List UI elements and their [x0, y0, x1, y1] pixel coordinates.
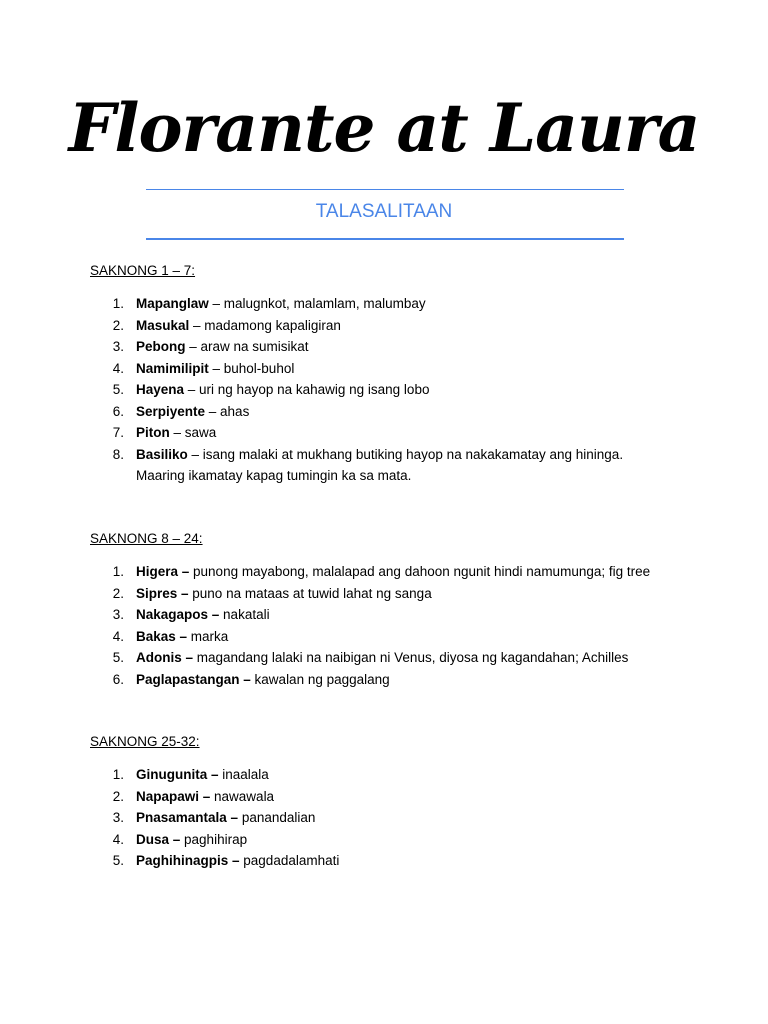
definition: marka — [187, 628, 229, 644]
term: Piton — [136, 425, 170, 440]
term: Napapawi – — [136, 788, 211, 804]
item-number: 8. — [112, 446, 124, 462]
definition-continuation: Maaring ikamatay kapag tumingin ka sa mata. — [136, 468, 412, 483]
definition: – ahas — [205, 403, 250, 419]
definition: inaalala — [218, 767, 269, 782]
list-item — [90, 604, 730, 626]
section-heading: SAKNONG 25-32: — [90, 734, 200, 749]
list-item — [90, 401, 730, 423]
definition: pagdadalamhati — [239, 853, 340, 868]
list-item — [90, 561, 730, 583]
list-item — [90, 786, 730, 808]
definition: kawalan ng paggalang — [250, 671, 390, 687]
item-number: 2. — [112, 788, 124, 804]
definition: – buhol-buhol — [208, 360, 295, 376]
term: Namimilipit — [136, 360, 209, 376]
term: Paghihinagpis – — [136, 853, 240, 868]
item-number: 1. — [112, 296, 124, 311]
definition: magandang lalaki na naibigan ni Venus, diyosa ng kagandahan; Achilles — [193, 650, 629, 665]
item-number: 3. — [112, 607, 124, 622]
definition: – malugnkot, malamlam, malumbay — [208, 296, 426, 311]
definition: puno na mataas at tuwid lahat ng sanga — [188, 585, 432, 601]
term-list — [90, 561, 730, 690]
list-item — [90, 850, 730, 872]
term: Ginugunita – — [136, 767, 219, 782]
term: Pnasamantala – — [136, 810, 239, 825]
term-list — [90, 764, 730, 872]
term-list — [90, 293, 730, 487]
item-number: 4. — [112, 628, 124, 644]
list-item — [90, 807, 730, 829]
term: Adonis – — [136, 650, 194, 665]
definition: – uri ng hayop na kahawig ng isang lobo — [184, 382, 430, 397]
definition: paghihirap — [180, 831, 248, 847]
definition: – sawa — [169, 425, 217, 440]
term: Higera – — [136, 564, 190, 579]
item-number: 5. — [112, 382, 124, 397]
list-item — [90, 829, 730, 851]
term: Paglapastangan – — [136, 671, 251, 687]
list-item — [90, 358, 730, 380]
list-item — [90, 293, 730, 315]
term: Hayena — [136, 382, 185, 397]
item-number: 2. — [112, 317, 124, 333]
section-heading: SAKNONG 8 – 24: — [90, 531, 203, 546]
page-title: Florante at Laura — [68, 89, 700, 167]
section-saknong-8-24 — [90, 530, 730, 690]
definition: – isang malaki at mukhang butiking hayop na nakakamatay ang hininga. — [187, 446, 624, 462]
list-item — [90, 336, 730, 358]
term: Pebong — [136, 339, 186, 354]
list-item — [90, 764, 730, 786]
list-item — [90, 444, 730, 487]
item-number: 3. — [112, 810, 124, 825]
item-number: 1. — [112, 564, 124, 579]
term: Sipres – — [136, 585, 189, 601]
list-item — [90, 583, 730, 605]
section-saknong-25-32 — [90, 733, 730, 872]
list-item — [90, 379, 730, 401]
list-item — [90, 422, 730, 444]
item-number: 5. — [112, 853, 124, 868]
definition: nawawala — [210, 788, 275, 804]
definition: nakatali — [219, 607, 270, 622]
item-number: 2. — [112, 585, 124, 601]
term: Dusa – — [136, 831, 181, 847]
definition: – madamong kapaligiran — [189, 317, 341, 333]
definition: – araw na sumisikat — [185, 339, 309, 354]
title-divider-top — [146, 189, 624, 190]
definition: panandalian — [238, 810, 316, 825]
title-divider-bottom — [146, 238, 624, 240]
item-number: 6. — [112, 671, 124, 687]
item-number: 1. — [112, 767, 124, 782]
term: Mapanglaw — [136, 296, 209, 311]
list-item — [90, 315, 730, 337]
subtitle: TALASALITAAN — [315, 201, 453, 222]
term: Basiliko — [136, 446, 188, 462]
item-number: 4. — [112, 360, 124, 376]
item-number: 4. — [112, 831, 124, 847]
list-item — [90, 647, 730, 669]
item-number: 6. — [112, 403, 124, 419]
item-number: 5. — [112, 650, 124, 665]
list-item — [90, 669, 730, 691]
term: Nakagapos – — [136, 607, 220, 622]
term: Bakas – — [136, 628, 188, 644]
section-saknong-1-7 — [90, 262, 730, 487]
term: Masukal — [136, 317, 190, 333]
item-number: 7. — [112, 425, 124, 440]
item-number: 3. — [112, 339, 124, 354]
definition: punong mayabong, malalapad ang dahoon ngunit hindi namumunga; fig tree — [189, 564, 651, 579]
list-item — [90, 626, 730, 648]
term: Serpiyente — [136, 403, 206, 419]
section-heading: SAKNONG 1 – 7: — [90, 263, 196, 278]
